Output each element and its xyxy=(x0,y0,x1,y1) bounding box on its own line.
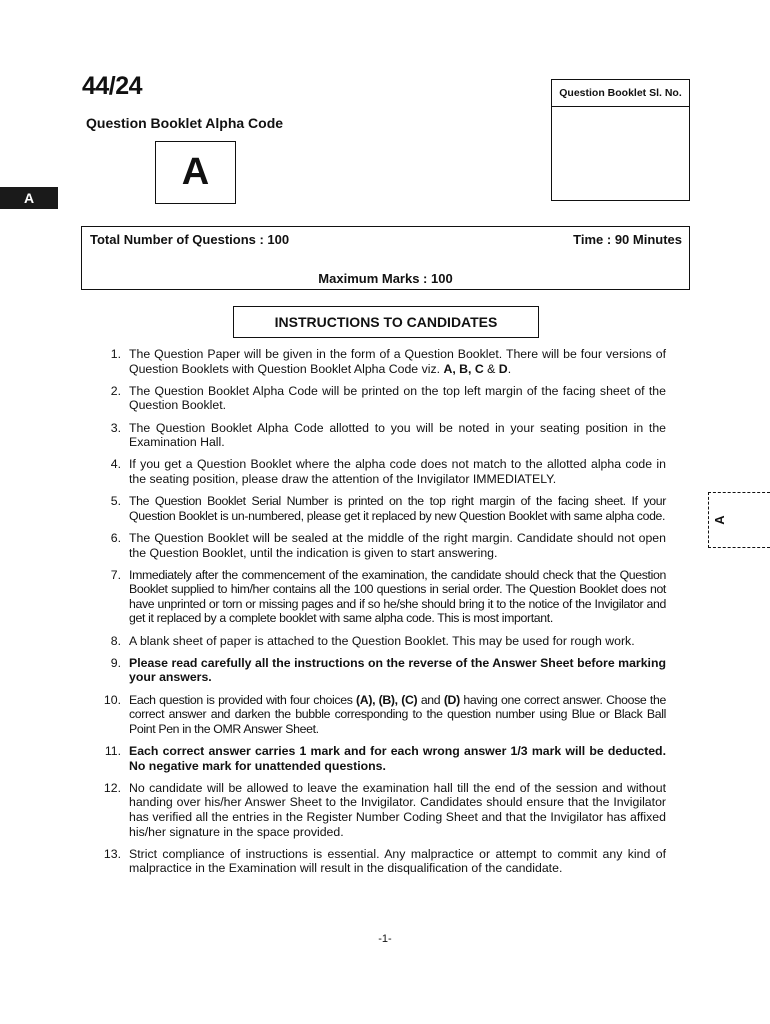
instruction-item xyxy=(96,693,666,737)
page-number: -1- xyxy=(378,933,392,945)
instruction-text: Each correct answer carries 1 mark and for each wrong answer 1/3 mark will be deducted. No negative mark for unattended questions. xyxy=(129,744,666,773)
instruction-number: 11. xyxy=(104,744,121,758)
instruction-text: The Question Booklet will be sealed at the middle of the right margin. Candidate should not open the Question Booklet, until the indication is given to start answering. xyxy=(129,530,666,560)
instruction-text: No candidate will be allowed to leave the examination hall till the end of the session and without handing over his/her Answer Sheet to the Invigilator. Candidates should ensure that the Invigilator has verified all the entries in the Register Number Coding Sheet and that the Invigilator has affixed his/her signature in the space provided. xyxy=(129,780,666,839)
instruction-text: The Question Booklet Serial Number is printed on the top right margin of the facing sheet. If your Question Booklet is un-numbered, please get it replaced by new Question Booklet with same alpha code. xyxy=(129,494,666,523)
booklet-code-number: 44/24 xyxy=(82,72,143,100)
instructions-list xyxy=(96,347,666,884)
instruction-text: The Question Paper will be given in the form of a Question Booklet. There will be four versions of Question Booklets with Question Booklet Alpha Code viz. A, B, C & D. xyxy=(129,347,666,376)
instruction-number: 5. xyxy=(110,494,121,509)
instruction-number: 10. xyxy=(103,692,121,707)
instruction-item xyxy=(96,457,666,486)
instruction-number: 2. xyxy=(110,383,121,398)
instruction-item xyxy=(96,421,666,450)
instruction-number: 4. xyxy=(110,457,121,472)
instruction-number: 7. xyxy=(110,567,121,582)
exam-info-box xyxy=(81,226,690,290)
instruction-number: 3. xyxy=(110,420,121,435)
instruction-text: If you get a Question Booklet where the alpha code does not match to the allotted alpha code in the seating position, please draw the attention of the Invigilator IMMEDIATELY. xyxy=(129,457,666,486)
instruction-text: Immediately after the commencement of the examination, the candidate should check that the Question Booklet supplied to him/her contains all the 100 questions in serial order. The Question Booklet does not have unprinted or torn or missing pages and if so he/she should bring it to the notice of the Invigilator and get it replaced by a complete booklet with same alpha code. This is most important. xyxy=(129,567,666,626)
instruction-number: 9. xyxy=(110,655,121,670)
instruction-number: 12. xyxy=(103,780,121,795)
maximum-marks: Maximum Marks : 100 xyxy=(318,271,453,286)
instruction-number: 1. xyxy=(110,347,121,361)
instruction-item xyxy=(96,347,666,376)
serial-number-label: Question Booklet Sl. No. xyxy=(552,80,689,107)
instruction-number: 13. xyxy=(103,846,121,861)
serial-number-box xyxy=(551,79,690,201)
instruction-number: 6. xyxy=(110,530,121,545)
instruction-text: Strict compliance of instructions is essential. Any malpractice or attempt to commit any kind of malpractice in the Examination will result in the disqualification of the candidate. xyxy=(129,846,666,876)
alpha-code-box: A xyxy=(155,141,236,204)
instruction-item xyxy=(96,634,666,649)
instruction-item xyxy=(96,531,666,560)
instruction-text: Each question is provided with four choices (A), (B), (C) and (D) having one correct answer. Choose the correct answer and darken the bubble corresponding to the question number using Blue or Black Ball Point Pen in the OMR Answer Sheet. xyxy=(129,692,666,736)
instruction-text: A blank sheet of paper is attached to the Question Booklet. This may be used for rough work. xyxy=(129,633,635,648)
instruction-number: 8. xyxy=(110,633,121,648)
instruction-item xyxy=(96,568,666,626)
instruction-item xyxy=(96,494,666,523)
instruction-text: The Question Booklet Alpha Code allotted to you will be noted in your seating position in the Examination Hall. xyxy=(129,420,666,450)
instruction-text: The Question Booklet Alpha Code will be printed on the top left margin of the facing sheet of the Question Booklet. xyxy=(129,383,666,413)
instruction-item xyxy=(96,384,666,413)
instruction-item xyxy=(96,847,666,876)
seal-alpha-letter: A xyxy=(711,515,727,525)
instruction-item xyxy=(96,781,666,839)
time-limit: Time : 90 Minutes xyxy=(573,232,682,247)
total-questions: Total Number of Questions : 100 xyxy=(90,232,290,247)
instructions-heading: INSTRUCTIONS TO CANDIDATES xyxy=(233,306,539,338)
instruction-text: Please read carefully all the instructions on the reverse of the Answer Sheet before marking your answers. xyxy=(129,655,666,685)
alpha-code-label: Question Booklet Alpha Code xyxy=(86,115,284,131)
instruction-item xyxy=(96,656,666,685)
instruction-item xyxy=(96,744,666,773)
side-alpha-tab: A xyxy=(0,187,58,209)
